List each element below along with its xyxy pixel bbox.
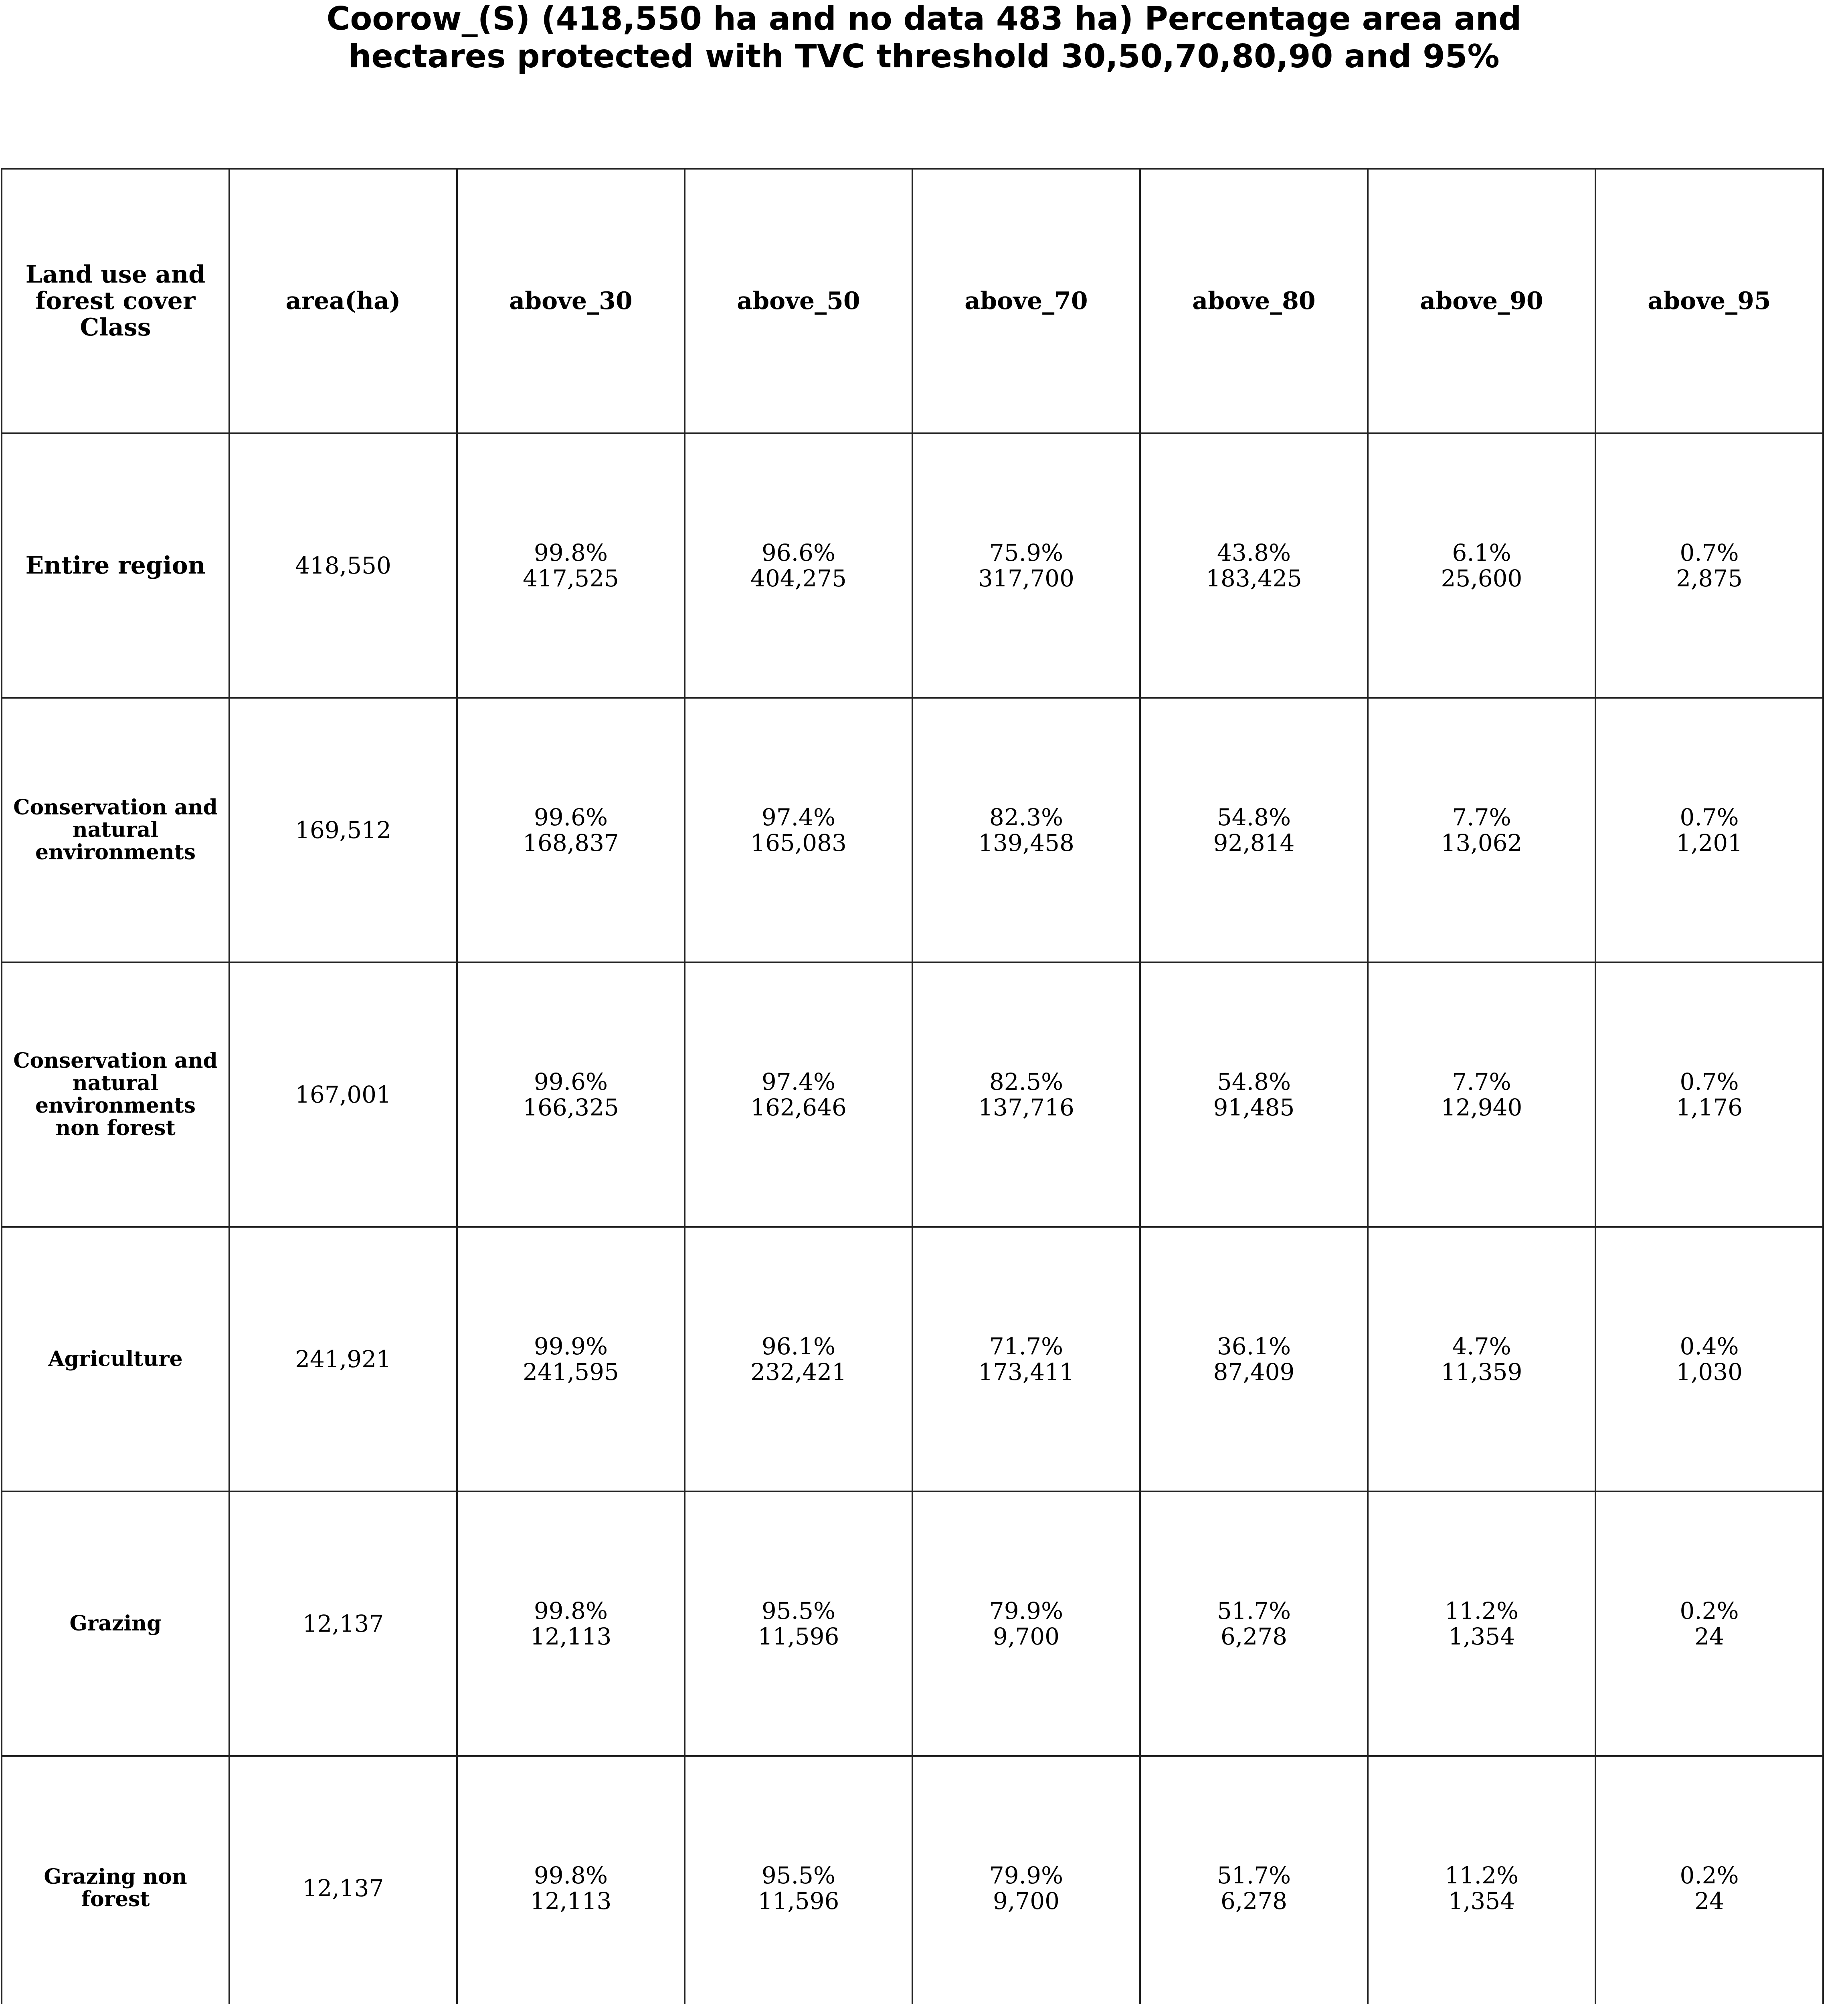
header-area-ha-: area(ha) — [229, 169, 457, 433]
percent-value: 99.6% — [534, 804, 608, 831]
threshold-cell — [1140, 1227, 1368, 1491]
percent-value: 75.9% — [989, 539, 1064, 566]
percent-value: 79.9% — [989, 1597, 1064, 1624]
percent-value: 0.7% — [1680, 539, 1739, 566]
threshold-cell — [1140, 1756, 1368, 2004]
threshold-cell — [1595, 1491, 1823, 1756]
hectare-value: 13,062 — [1441, 829, 1522, 857]
threshold-cell — [685, 962, 912, 1227]
percent-value: 96.1% — [761, 1333, 836, 1360]
hectare-value: 183,425 — [1206, 565, 1302, 592]
threshold-cell — [1595, 433, 1823, 698]
percent-value: 51.7% — [1217, 1862, 1291, 1889]
hectare-value: 165,083 — [750, 829, 847, 857]
percent-value: 99.9% — [534, 1333, 608, 1360]
percent-value: 7.7% — [1452, 1068, 1511, 1095]
hectare-value: 417,525 — [523, 565, 619, 592]
header-above-70: above_70 — [912, 169, 1140, 433]
threshold-cell — [1368, 1756, 1595, 2004]
area-cell: 12,137 — [229, 1756, 457, 2004]
hectare-value: 25,600 — [1441, 565, 1522, 592]
percent-value: 11.2% — [1444, 1862, 1519, 1889]
threshold-cell — [912, 698, 1140, 962]
threshold-cell — [912, 433, 1140, 698]
threshold-cell — [685, 1227, 912, 1491]
threshold-cell — [685, 1491, 912, 1756]
percent-value: 36.1% — [1217, 1333, 1291, 1360]
percent-value: 99.8% — [534, 1862, 608, 1889]
threshold-cell — [912, 1756, 1140, 2004]
threshold-cell — [685, 698, 912, 962]
threshold-cell — [1595, 962, 1823, 1227]
threshold-cell — [912, 1491, 1140, 1756]
hectare-value: 9,700 — [993, 1623, 1060, 1650]
hectare-value: 87,409 — [1213, 1358, 1295, 1386]
header-above-90: above_90 — [1368, 169, 1595, 433]
threshold-cell — [1595, 1227, 1823, 1491]
hectare-value: 166,325 — [523, 1094, 619, 1121]
row-label: Conservation and natural environments non forest — [2, 962, 229, 1227]
hectare-value: 168,837 — [523, 829, 619, 857]
percent-value: 99.8% — [534, 539, 608, 566]
percent-value: 96.6% — [761, 539, 836, 566]
percent-value: 82.3% — [989, 804, 1064, 831]
row-label: Grazing — [2, 1491, 229, 1756]
threshold-cell — [1368, 1227, 1595, 1491]
threshold-cell — [1595, 1756, 1823, 2004]
area-cell: 418,550 — [229, 433, 457, 698]
hectare-value: 241,595 — [523, 1358, 619, 1386]
hectare-value: 317,700 — [978, 565, 1074, 592]
hectare-value: 1,354 — [1448, 1623, 1515, 1650]
area-cell: 241,921 — [229, 1227, 457, 1491]
percent-value: 0.2% — [1680, 1597, 1739, 1624]
hectare-value: 11,596 — [758, 1623, 839, 1650]
threshold-cell — [1368, 698, 1595, 962]
threshold-cell — [912, 1227, 1140, 1491]
header-class: Land use and forest cover Class — [2, 169, 229, 433]
hectare-value: 24 — [1694, 1623, 1724, 1650]
percent-value: 0.7% — [1680, 804, 1739, 831]
percent-value: 95.5% — [761, 1862, 836, 1889]
threshold-cell — [457, 1227, 685, 1491]
percent-value: 82.5% — [989, 1068, 1064, 1095]
threshold-cell — [1368, 1491, 1595, 1756]
table-row — [2, 1227, 1823, 1491]
threshold-cell — [1140, 962, 1368, 1227]
percent-value: 54.8% — [1217, 804, 1291, 831]
hectare-value: 232,421 — [750, 1358, 847, 1386]
hectare-value: 12,113 — [530, 1623, 612, 1650]
area-cell: 167,001 — [229, 962, 457, 1227]
header-above-80: above_80 — [1140, 169, 1368, 433]
percent-value: 71.7% — [989, 1333, 1064, 1360]
percent-value: 97.4% — [761, 1068, 836, 1095]
threshold-cell — [1368, 433, 1595, 698]
table-row — [2, 698, 1823, 962]
table-row — [2, 433, 1823, 698]
threshold-cell — [1140, 433, 1368, 698]
percent-value: 0.2% — [1680, 1862, 1739, 1889]
hectare-value: 92,814 — [1213, 829, 1295, 857]
hectare-value: 162,646 — [750, 1094, 847, 1121]
percent-value: 6.1% — [1452, 539, 1511, 566]
threshold-cell — [457, 433, 685, 698]
hectare-value: 139,458 — [978, 829, 1074, 857]
area-cell: 12,137 — [229, 1491, 457, 1756]
threshold-cell — [457, 1491, 685, 1756]
hectare-value: 173,411 — [978, 1358, 1074, 1386]
hectare-value: 2,875 — [1676, 565, 1743, 592]
percent-value: 79.9% — [989, 1862, 1064, 1889]
hectare-value: 11,596 — [758, 1887, 839, 1915]
percent-value: 99.8% — [534, 1597, 608, 1624]
title-line-2: hectares protected with TVC threshold 30,50,70,80,90 and 95% — [348, 38, 1500, 75]
row-label: Entire region — [2, 433, 229, 698]
percent-value: 99.6% — [534, 1068, 608, 1095]
hectare-value: 24 — [1694, 1887, 1724, 1915]
table-row — [2, 1756, 1823, 2004]
hectare-value: 91,485 — [1213, 1094, 1295, 1121]
header-above-95: above_95 — [1595, 169, 1823, 433]
results-table — [1, 168, 1824, 2004]
threshold-cell — [1140, 1491, 1368, 1756]
table-body — [2, 433, 1823, 2004]
header-above-50: above_50 — [685, 169, 912, 433]
threshold-cell — [457, 698, 685, 962]
threshold-cell — [457, 962, 685, 1227]
hectare-value: 11,359 — [1441, 1358, 1522, 1386]
row-label: Grazing non forest — [2, 1756, 229, 2004]
percent-value: 43.8% — [1217, 539, 1291, 566]
hectare-value: 1,201 — [1676, 829, 1743, 857]
percent-value: 0.4% — [1680, 1333, 1739, 1360]
percent-value: 11.2% — [1444, 1597, 1519, 1624]
hectare-value: 1,030 — [1676, 1358, 1743, 1386]
threshold-cell — [1140, 698, 1368, 962]
hectare-value: 1,176 — [1676, 1094, 1743, 1121]
percent-value: 51.7% — [1217, 1597, 1291, 1624]
percent-value: 97.4% — [761, 804, 836, 831]
area-cell: 169,512 — [229, 698, 457, 962]
header-above-30: above_30 — [457, 169, 685, 433]
row-label: Agriculture — [2, 1227, 229, 1491]
percent-value: 0.7% — [1680, 1068, 1739, 1095]
threshold-cell — [912, 962, 1140, 1227]
hectare-value: 12,940 — [1441, 1094, 1522, 1121]
hectare-value: 6,278 — [1220, 1623, 1288, 1650]
threshold-cell — [1595, 698, 1823, 962]
table-row — [2, 962, 1823, 1227]
threshold-cell — [685, 1756, 912, 2004]
hectare-value: 1,354 — [1448, 1887, 1515, 1915]
header-row — [2, 169, 1823, 433]
hectare-value: 12,113 — [530, 1887, 612, 1915]
percent-value: 95.5% — [761, 1597, 836, 1624]
hectare-value: 9,700 — [993, 1887, 1060, 1915]
percent-value: 7.7% — [1452, 804, 1511, 831]
percent-value: 4.7% — [1452, 1333, 1511, 1360]
hectare-value: 6,278 — [1220, 1887, 1288, 1915]
title-line-1: Coorow_(S) (418,550 ha and no data 483 ha) Percentage area and — [326, 0, 1522, 37]
table-row — [2, 1491, 1823, 1756]
percent-value: 54.8% — [1217, 1068, 1291, 1095]
hectare-value: 137,716 — [978, 1094, 1074, 1121]
threshold-cell — [457, 1756, 685, 2004]
row-label: Conservation and natural environments — [2, 698, 229, 962]
threshold-cell — [1368, 962, 1595, 1227]
threshold-cell — [685, 433, 912, 698]
page-title — [0, 0, 1848, 75]
hectare-value: 404,275 — [750, 565, 847, 592]
